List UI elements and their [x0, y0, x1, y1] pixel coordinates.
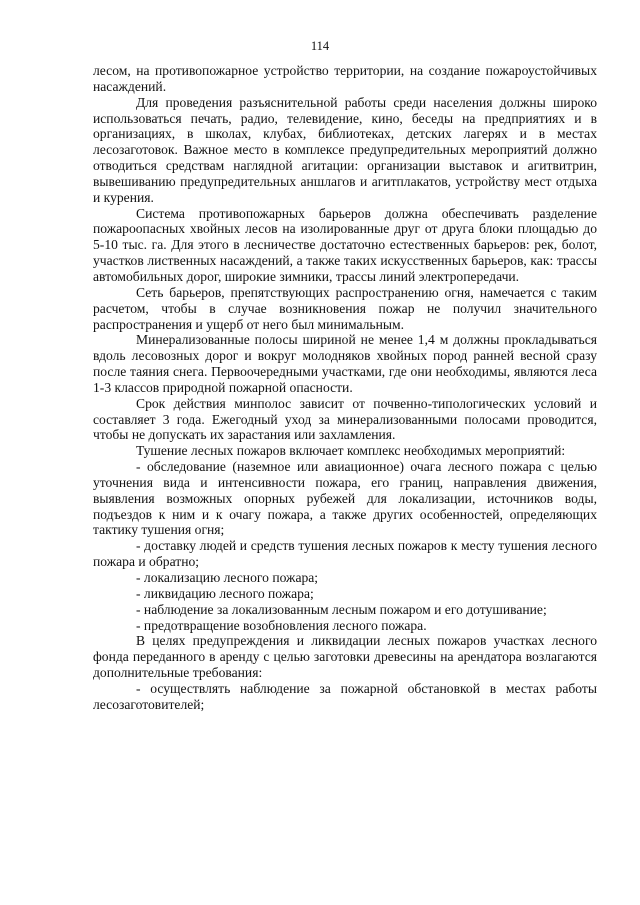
list-item-1: - обследование (наземное или авиационное) очага лесного пожара с целью уточнения вида и интенсивности пожара, его границ, направления движения, выявления возможных опорных рубежей для локализации, источников воды, подъездов к ним и к очагу пожара, а также других особенностей, определяющих тактику тушения огня; — [93, 459, 597, 538]
page-number: 114 — [310, 39, 330, 53]
paragraph-6: Срок действия минполос зависит от почвенно-типологических условий и составляет 3 года. Ежегодный уход за минерализованными полосами проводится, чтобы не допускать их зарастания или захламления. — [93, 395, 597, 443]
paragraph-5: Минерализованные полосы шириной не менее 1,4 м должны прокладываться вдоль лесовозных дорог и вокруг молодняков хвойных пород ранней весной сразу после таяния снега. Первоочередными участками, где они необходимы, являются леса 1-3 классов природной пожарной опасности. — [93, 332, 597, 395]
paragraph-3: Система противопожарных барьеров должна обеспечивать разделение пожароопасных хвойных лесов на изолированные друг от друга блоки площадью до 5-10 тыс. га. Для этого в лесничестве достаточно естественных барьеров: рек, болот, участков лиственных насаждений, а также таких искусственных барьеров, как: трассы автомобильных дорог, широкие зимники, трассы линий электропередачи. — [93, 205, 597, 284]
paragraph-7: Тушение лесных пожаров включает комплекс необходимых мероприятий: — [136, 443, 566, 459]
closing-paragraph: В целях предупреждения и ликвидации лесных пожаров участках лесного фонда переданного в аренду с целью заготовки древесины на арендатора возлагаются дополнительные требования: — [93, 633, 597, 681]
paragraph-4: Сеть барьеров, препятствующих распространению огня, намечается с таким расчетом, чтобы в случае возникновения пожар не получил значительного распространения и ущерб от него был минимальным. — [93, 284, 597, 332]
closing-list-item-1: - осуществлять наблюдение за пожарной обстановкой в местах работы лесозаготовителей; — [93, 680, 597, 712]
page-body — [93, 63, 597, 713]
paragraph-1: лесом, на противопожарное устройство территории, на создание пожароустойчивых насаждений. — [93, 63, 597, 94]
list-item-2: - доставку людей и средств тушения лесных пожаров к месту тушения лесного пожара и обратно; — [93, 538, 597, 570]
list-item-4: - ликвидацию лесного пожара; — [136, 585, 314, 601]
list-item-3: - локализацию лесного пожара; — [136, 570, 319, 585]
list-item-6: - предотвращение возобновления лесного пожара. — [136, 617, 427, 633]
paragraph-2: Для проведения разъяснительной работы среди населения должны широко использоваться печать, радио, телевидение, кино, беседы на предприятиях и в организациях, в школах, клубах, библиотеках, детских лагерях и в местах лесозаготовок. Важное место в комплексе предупредительных мероприятий должно отводиться средствам наглядной агитации: организации выставок и агитвитрин, вывешиванию предупредительных аншлагов и агитплакатов, устройству мест отдыха и курения. — [93, 94, 597, 205]
list-item-5: - наблюдение за локализованным лесным пожаром и его дотушивание; — [136, 601, 547, 617]
